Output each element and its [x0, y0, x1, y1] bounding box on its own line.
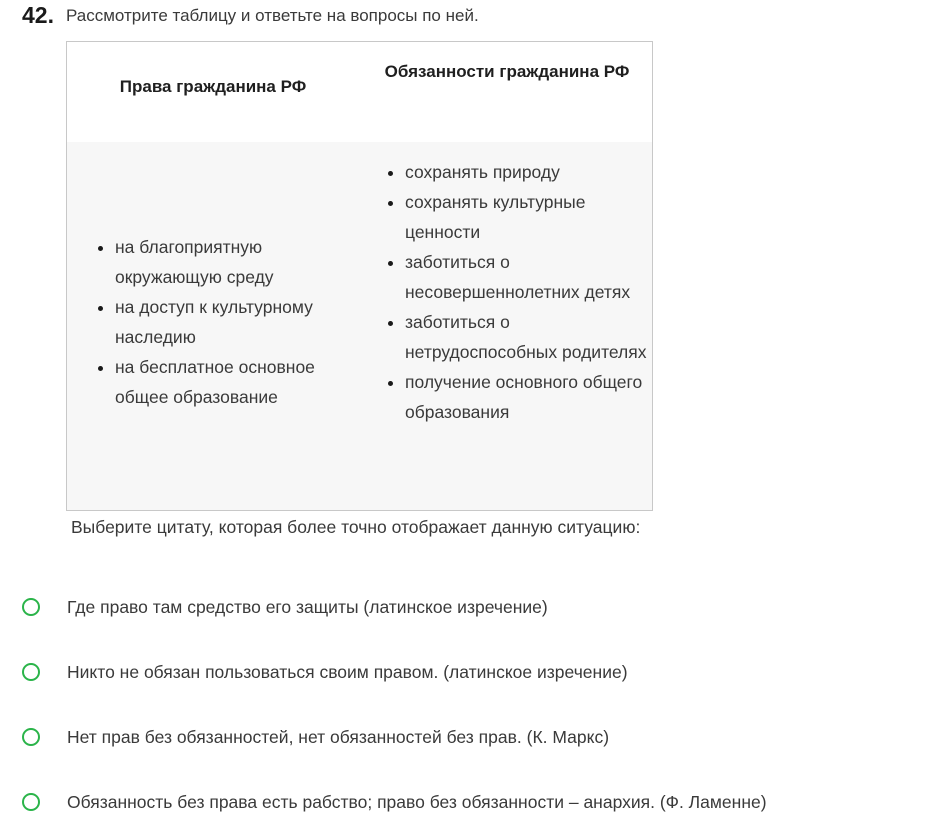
rights-list: [67, 232, 365, 412]
list-item: • заботиться о нетрудоспособных родителях: [405, 307, 650, 367]
list-item: • сохранять культурные ценности: [405, 187, 650, 247]
list-item: • на благоприятную окружающую среду: [115, 232, 365, 292]
radio-button[interactable]: [22, 598, 40, 616]
header-rights: Права гражданина РФ: [119, 77, 307, 96]
list-item: • на бесплатное основное общее образование: [115, 352, 365, 412]
header-duties: Обязанности гражданина РФ: [384, 62, 630, 81]
answer-option-1[interactable]: [22, 592, 902, 622]
list-item: • сохранять природу: [405, 157, 650, 187]
answer-option-4[interactable]: [22, 787, 902, 817]
table-body-row: [67, 142, 652, 510]
radio-button[interactable]: [22, 663, 40, 681]
radio-button[interactable]: [22, 793, 40, 811]
radio-button[interactable]: [22, 728, 40, 746]
option-label: Обязанность без права есть рабство; право без обязанности – анархия. (Ф. Ламенне): [67, 791, 767, 812]
instruction-text: Выберите цитату, которая более точно отображает данную ситуацию:: [71, 517, 641, 537]
answer-option-2[interactable]: [22, 657, 902, 687]
option-label: Никто не обязан пользоваться своим правом. (латинское изречение): [67, 661, 628, 682]
list-item: • получение основного общего образования: [405, 367, 650, 427]
list-item: • на доступ к культурному наследию: [115, 292, 365, 352]
list-item: • заботиться о несовершеннолетних детях: [405, 247, 650, 307]
question-number: 42.: [22, 2, 54, 28]
rights-duties-table: [66, 41, 653, 511]
option-label: Где право там средство его защиты (латинское изречение): [67, 596, 548, 617]
option-label: Нет прав без обязанностей, нет обязанностей без прав. (К. Маркс): [67, 726, 610, 747]
question-prompt: Рассмотрите таблицу и ответьте на вопросы по ней.: [66, 6, 479, 25]
answer-option-3[interactable]: [22, 722, 902, 752]
table-header-row: [67, 42, 652, 142]
duties-list: [357, 157, 650, 427]
